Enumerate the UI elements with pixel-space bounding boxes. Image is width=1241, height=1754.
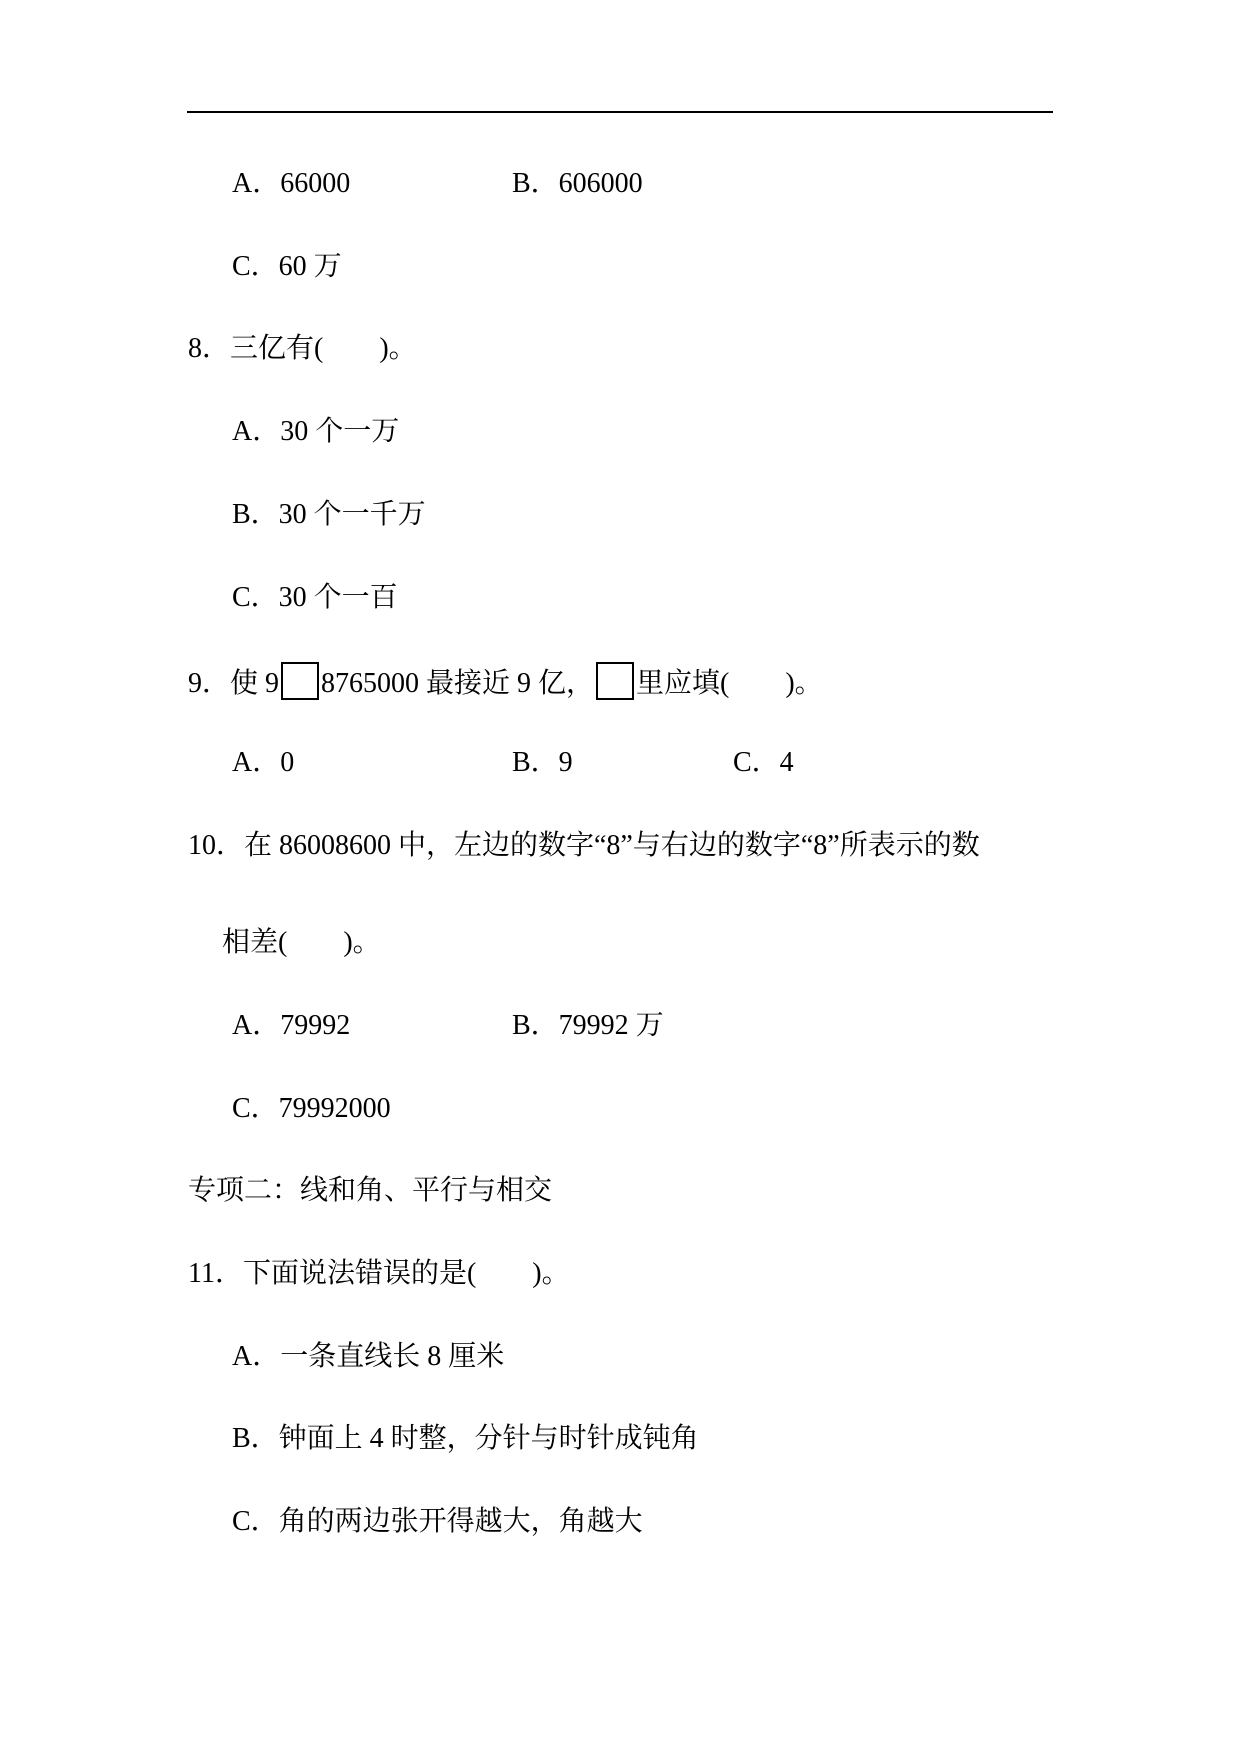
q7-option-b: B．606000: [512, 168, 643, 199]
header-rule: [187, 111, 1053, 113]
q7-option-a: A．66000: [232, 168, 351, 199]
q8-option-a: A．30 个一万: [232, 416, 400, 447]
section-title: 专项二：线和角、平行与相交: [188, 1175, 553, 1206]
blank-box: [281, 662, 319, 700]
q9-stem-part1: 9．使 9: [188, 668, 280, 699]
q8-option-c: C．30 个一百: [232, 582, 398, 613]
q11-stem: 11．下面说法错误的是( )。: [188, 1258, 570, 1289]
q9-stem-part2: 8765000 最接近 9 亿，: [321, 668, 595, 699]
q10-option-c: C．79992000: [232, 1093, 391, 1124]
q9-option-b: B．9: [512, 747, 573, 778]
q9-option-c: C．4: [733, 747, 794, 778]
q9-stem-part3: 里应填( )。: [636, 668, 823, 699]
blank-box: [596, 662, 634, 700]
q7-option-c: C．60 万: [232, 251, 342, 282]
q8-stem: 8．三亿有( )。: [188, 333, 417, 364]
q11-option-b: B．钟面上 4 时整，分针与时针成钝角: [232, 1423, 699, 1454]
q10-stem-line2: 相差( )。: [222, 927, 381, 958]
q11-option-a: A．一条直线长 8 厘米: [232, 1341, 505, 1372]
q9-stem: [188, 662, 823, 702]
q8-option-b: B．30 个一千万: [232, 499, 426, 530]
q11-option-c: C．角的两边张开得越大，角越大: [232, 1506, 643, 1537]
q10-stem-line1: 10．在 86008600 中，左边的数字“8”与右边的数字“8”所表示的数: [188, 830, 980, 861]
q10-option-b: B．79992 万: [512, 1010, 664, 1041]
q10-option-a: A．79992: [232, 1010, 351, 1041]
q9-option-a: A．0: [232, 747, 295, 778]
